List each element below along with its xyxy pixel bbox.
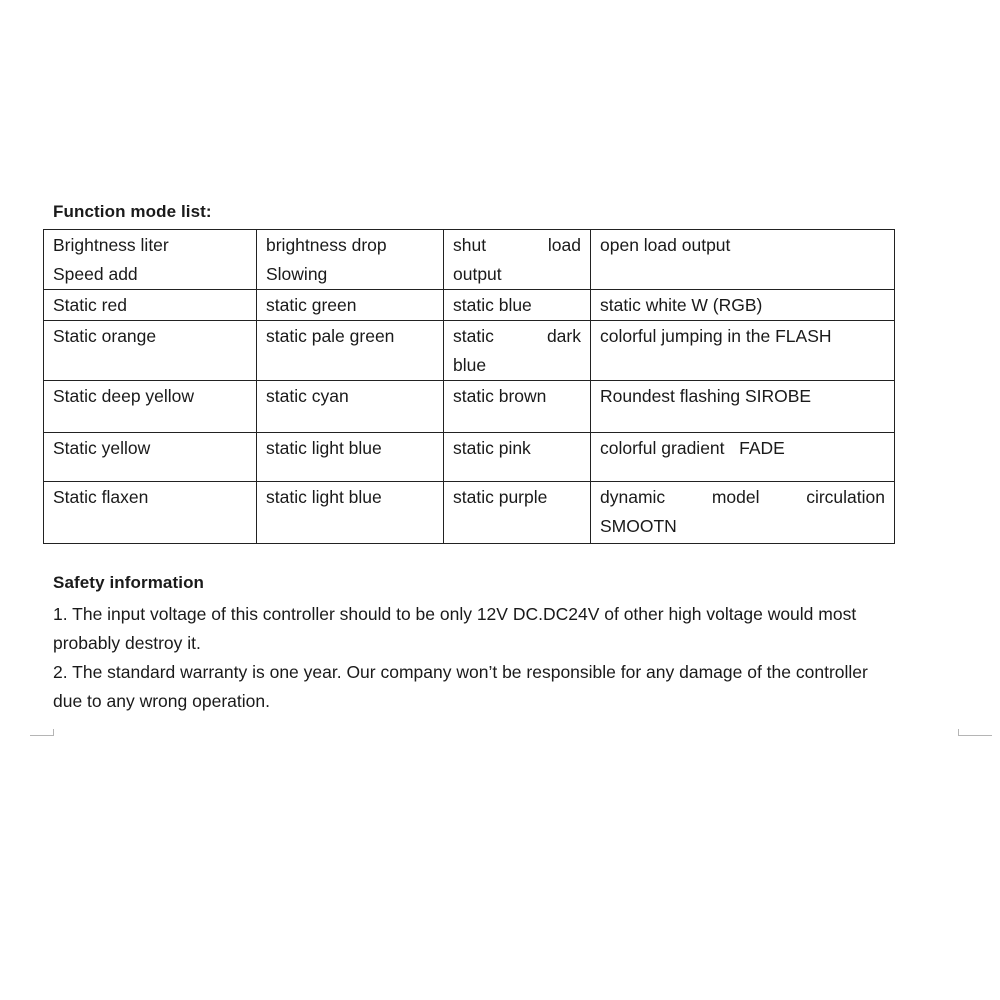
table-cell: static green [257, 290, 444, 321]
cell-word: circulation [806, 487, 885, 507]
cell-line: SMOOTN [600, 516, 677, 536]
table-row [44, 433, 895, 482]
cell-line: Brightness liter [53, 235, 169, 255]
table-cell: static pink [444, 433, 591, 482]
table-cell: Static orange [44, 321, 257, 381]
table-cell: Roundest flashing SIROBE [591, 381, 895, 433]
cell-line [600, 483, 885, 512]
cell-word: shut [453, 235, 487, 255]
page-corner-tick-left [53, 729, 54, 735]
table-cell: Static red [44, 290, 257, 321]
cell-line: Speed add [53, 264, 138, 284]
cell-word: model [711, 487, 760, 507]
table-cell [591, 482, 895, 544]
function-mode-table [43, 229, 895, 544]
cell-line: blue [453, 355, 487, 375]
safety-line: 1. The input voltage of this controller should to be only 12V DC.DC24V of other high voltage would most [53, 604, 857, 624]
page-corner-tick-right [958, 729, 959, 735]
table-cell: static brown [444, 381, 591, 433]
table-row [44, 230, 895, 290]
page-corner-mark-left [30, 735, 54, 736]
cell-line: brightness drop [266, 235, 387, 255]
table-cell: Static yellow [44, 433, 257, 482]
function-mode-title: Function mode list: [53, 202, 212, 221]
table-cell: Static deep yellow [44, 381, 257, 433]
cell-line [453, 231, 581, 260]
cell-line [453, 322, 581, 351]
safety-line: probably destroy it. [53, 633, 201, 653]
table-cell [444, 321, 591, 381]
table-cell: Static flaxen [44, 482, 257, 544]
table-cell: static light blue [257, 482, 444, 544]
table-cell: static cyan [257, 381, 444, 433]
table-cell [444, 230, 591, 290]
table-row [44, 381, 895, 433]
table-cell: colorful gradient FADE [591, 433, 895, 482]
table-cell [44, 230, 257, 290]
safety-text [53, 600, 973, 716]
table-cell: static blue [444, 290, 591, 321]
cell-line: output [453, 264, 502, 284]
table-row [44, 482, 895, 544]
safety-title: Safety information [53, 573, 205, 592]
table-cell: static white W (RGB) [591, 290, 895, 321]
table-row [44, 290, 895, 321]
table-cell: colorful jumping in the FLASH [591, 321, 895, 381]
cell-word: dynamic [600, 487, 666, 507]
safety-line: 2. The standard warranty is one year. Our company won’t be responsible for any damage of the controller [53, 662, 868, 682]
cell-word: static [453, 326, 494, 346]
table-cell: static pale green [257, 321, 444, 381]
table-cell: open load output [591, 230, 895, 290]
cell-line: Slowing [266, 264, 328, 284]
table-cell: static light blue [257, 433, 444, 482]
cell-word: load [547, 235, 581, 255]
page-corner-mark-right [958, 735, 992, 736]
cell-word: dark [546, 326, 581, 346]
safety-line: due to any wrong operation. [53, 691, 270, 711]
table-row [44, 321, 895, 381]
table-cell [257, 230, 444, 290]
table-cell: static purple [444, 482, 591, 544]
